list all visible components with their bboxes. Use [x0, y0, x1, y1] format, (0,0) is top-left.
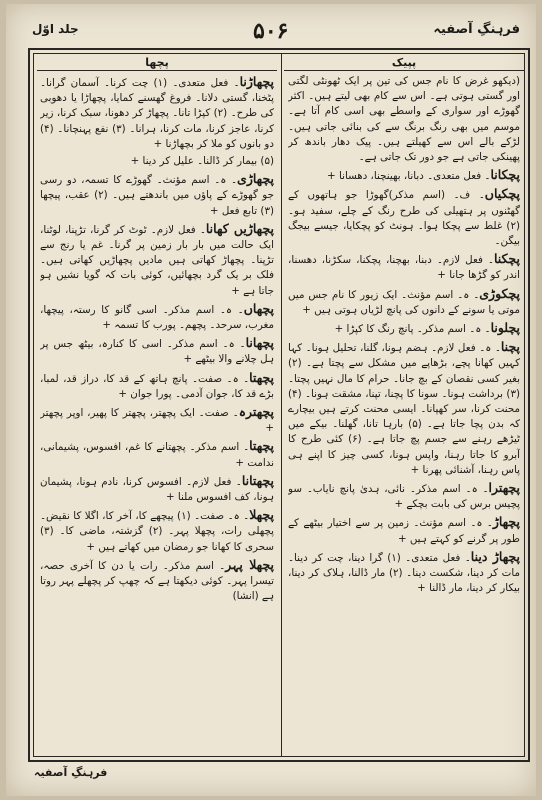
entry-definition: ۔ ٹوٹ کر گرنا، تڑپنا، لوٹنا، ایک حالت میں بار بار زمین پر گرنا۔ غم یا رنج سے تڑپنا۔ پچھاڑ کھاتی ہیں مادیں پچھاڑیں کھاتی ہیں۔ فلک بر یک گرد بچھائیں، کوئی بات کہ گویا نشیں ہو جاتا ہے + — [40, 223, 274, 297]
entry-definition: ۔ (۱) پیچھے کا، آخر کا، اگلا کا نقیض۔ پچھلی رات، پچھلا پہر۔ (۲) گزشتہ، ماضی کا۔ (۳) سحری کا کھانا جو رمضان میں کھاتے ہیں + — [40, 510, 274, 553]
entry-headword: پچھتا — [249, 438, 274, 454]
entry-headword: پچھلا پہر — [225, 556, 274, 572]
entry-grammar: ۔ فعل لازم — [156, 223, 206, 236]
entry-grammar: ۔ اسم مذکر — [168, 559, 226, 572]
entry-headword: پچھترا — [488, 480, 520, 496]
entry-definition: ۔ پانچ ہاتھ کے قد کا، دراز قد، لمبا، بڑے قد کا، جوان آدمی۔ پورا جوان + — [40, 372, 274, 400]
entry-definition: ۔ (۱) چت کرنا۔ آسمان گرانا۔ پٹخنا، گستی دلانا۔ فروغ گھسنے کمایا، پچھاڑا یا دھوبی کی طرح۔ (۲) کپڑا تانا۔ پچھاڑ کر دھونا، سبک کرنا، زیر کرنا، عاجز کرنا، مات کرنا، ہرانا۔ (۳) نفع پہنچانا۔ (۴) دو بانوں کو ملا کر بچھاڑنا + — [40, 77, 274, 150]
dictionary-entry — [288, 320, 520, 337]
entry-grammar: ۔ ہ۔ اسم مؤنث — [162, 174, 238, 187]
dictionary-entry — [288, 167, 520, 184]
entry-definition: (دیکھو غرض کا نام جس کی تین پر ایک ٹھونٹی لگتی اور گستی ہوتی ہے۔ اس سے کام بھی لیتے ہیں۔ اکثر گھوڑے اور سواری کے واسطے بھی اسی کام آتا ہے۔ موسم میں بھی رنگ برنگ سے کی بنائی جاتی ہیں۔ لڑکے بالے اس سے کھیلتے ہیں۔ پیک دھار باندھ کر پھینکی جاتی ہے جو دور تک جاتی ہے۔ — [288, 75, 520, 164]
entry-headword: پچھاڑ — [492, 514, 520, 530]
entry-headword: پچلونا — [490, 320, 520, 336]
entry-grammar: ۔ اسم مذکر — [195, 441, 250, 454]
dictionary-entry — [40, 335, 274, 367]
entry-definition: ۔ پانچ رنگ کا کپڑا + — [334, 323, 423, 336]
entry-grammar: ۔ ہ۔ اسم مذکر — [415, 483, 489, 496]
entry-definition: ۔ اسی گانو کا رستہ، پیچھا، مغرب، سرحد۔ پچھم۔ پورب کا تسمہ + — [40, 303, 274, 332]
dictionary-entry — [40, 221, 274, 299]
dictionary-entry — [40, 557, 274, 605]
entry-headword: پچھترہ — [238, 404, 274, 420]
dictionary-entry — [40, 154, 274, 169]
dictionary-entry — [288, 339, 520, 478]
entry-headword: پچھتانا — [241, 472, 274, 488]
column-divider — [281, 54, 282, 756]
entry-headword: پچھانا — [245, 335, 274, 351]
entry-definition: ۔ دبنا، بھچنا، پچکنا، سکڑنا، دھسنا، اندر کو گڑھا جانا + — [288, 254, 520, 282]
entry-headword: پچھتا — [249, 369, 274, 385]
entry-grammar: ۔ فعل لازم — [442, 254, 494, 267]
dictionary-entry — [288, 74, 520, 165]
entry-grammar: ۔ ف۔ (اسم مذکر) — [388, 189, 485, 202]
page-number: ۵۰۶ — [253, 18, 289, 44]
dictionary-entry — [40, 507, 274, 555]
dictionary-entry — [288, 480, 520, 512]
dictionary-entry — [288, 549, 520, 597]
entry-definition: ۔ زمین پر سے اختیار بیٹھے کے طور پر گرنے کو کہتے ہیں + — [288, 517, 520, 545]
dictionary-entry — [288, 186, 520, 249]
entry-definition: ۔ ہضم ہونا، گلنا، تحلیل ہونا۔ کہا کہیں کھانا پچے، بڑھاپے میں مشکل سے پچتا ہے۔ (۲) بغیر کسی نقصان کے بچ جانا۔ حرام کا مال نہیں پچتا۔ (۳) برداشت ہونا۔ سونا کا پچنا، تپنا، مشقت ہونا۔ (۴) محنت کرنا، سر کھپانا۔ ایسی محنت کرتے ہیں بیچارے کہ بدن پچا جاتا ہے۔ (۵) بارہا تانا، گھلنا۔ بیکے میں ٹیڑھے رہنے سے جسم پچ جاتا ہے۔ (۶) کئی طرح کا آبرو کا جاتا رہنا، واپس ہونا، کسی چیز کا اپنے ہی پاس رہنا، آشنائی پھرنا + — [288, 342, 520, 476]
entry-definition: ۔ (۱) گرا دینا، چت کر دینا۔ مات کر دینا، شکست دینا۔ (۲) مار ڈالنا، ہلاک کر دینا، بیکار کر دینا، مار ڈالنا + — [288, 551, 520, 595]
dictionary-entry — [40, 171, 274, 219]
footer-signature: فرہنگِ آصفیہ — [34, 766, 108, 779]
dictionary-entry — [288, 251, 520, 283]
dictionary-entry — [40, 74, 274, 152]
page-footer — [32, 764, 522, 784]
entry-grammar: ۔ فعل لازم — [192, 475, 242, 488]
text-frame — [28, 48, 530, 762]
entry-headword: پچھاڑنا — [239, 74, 274, 89]
entry-definition: ۔ نائی، ہدیٰ پانچ نایاب۔ سو پچیس برس کی بابت بچکے + — [288, 483, 520, 511]
dictionary-entry — [40, 473, 274, 505]
entry-definition: گھوڑا جو ہاتھوں کے گھٹنوں پر ہتھیلی کی طرح رنگ کے چلے، سفید ہو۔ (۲) غلط سے پچکا ہوا۔ ہونٹ کو پچکایا، جیسے بیجگ بیگن۔ — [288, 189, 520, 248]
entry-grammar: ۔ فعل متعدی — [433, 170, 491, 183]
entry-definition: ۔ افسوس کرنا، نادم ہونا، پشیمان ہونا، کف افسوس ملنا + — [40, 475, 274, 504]
entry-headword: پچھاڑیں کھانا — [205, 220, 274, 236]
dictionary-entry — [40, 301, 274, 333]
entry-headword: پچھلا — [249, 507, 274, 523]
dictionary-entry — [40, 370, 274, 402]
entry-grammar: ۔ صفت — [204, 407, 239, 420]
entry-grammar: ۔ ہ۔ اسم مؤنث — [419, 517, 493, 530]
entry-grammar: ۔ ہ۔ صفت — [198, 372, 250, 385]
entry-definition: ۔ اسی کا کنارہ، بیٹھ جس پر ہل چلانے والا بیٹھے + — [40, 338, 274, 366]
right-column-heading: پپیک — [284, 56, 524, 71]
entry-headword: پچکیاں — [484, 186, 520, 202]
entry-headword: پچھاڑ دینا — [470, 548, 520, 564]
book-title: فرہنگِ آصفیہ — [433, 22, 520, 37]
entry-definition: (۵) بیمار کر ڈالنا۔ علیل کر دینا + — [130, 155, 274, 168]
entry-grammar: ۔ فعل متعدی — [411, 551, 471, 564]
entry-grammar: ۔ ہ۔ صفت — [200, 510, 250, 523]
volume-label: جلد اوّل — [32, 22, 79, 36]
entry-headword: پچھاڑی — [237, 171, 274, 187]
entry-definition: ۔ دبانا، بھینچنا، دھسانا + — [327, 170, 434, 183]
entry-grammar: ۔ ہ۔ اسم مذکر — [172, 338, 246, 351]
entry-grammar: ۔ فعل متعدی — [178, 77, 240, 89]
entry-headword: پچنا — [500, 339, 520, 355]
entry-definition: ۔ گھوڑے کا تسمہ، دو رسی جو گھوڑے کے پاؤں میں باندھتے ہیں۔ (۲) عقب، پیچھا (۳) تابع فعل + — [40, 174, 274, 217]
entry-grammar: ۔ ہ۔ اسم مؤنث — [407, 288, 480, 301]
entry-definition: ۔ ایک پچھتر، پچھتر کا پھیر، اوپر پچھتر + — [40, 407, 274, 435]
entry-definition: ۔ پچھتانے کا غم، افسوس، پشیمانی، ندامت + — [40, 441, 274, 469]
entry-headword: پچکنا — [493, 251, 520, 267]
dictionary-entry — [288, 286, 520, 318]
entry-definition: ۔ رات یا دن کا آخری حصہ، تیسرا پہر۔ کوئی دیکھتا ہے کہ چھپ کر پچھلے پہر روتا ہے (انشا) — [40, 559, 274, 603]
entry-headword: پچھاں — [243, 300, 274, 316]
left-column-heading: پچھا — [37, 56, 277, 71]
left-column — [40, 74, 274, 754]
entry-headword: پچکوڑی — [479, 285, 520, 301]
entry-headword: پچکانا — [490, 167, 520, 183]
entry-definition: ۔ ایک زیور کا نام جس میں موتی یا سونے کے دانوں کی پانچ لڑیاں ہوتی ہیں + — [288, 288, 520, 316]
dictionary-entry — [288, 514, 520, 546]
entry-grammar: ۔ ہ۔ اسم مذکر — [168, 303, 244, 316]
dictionary-page — [6, 4, 536, 796]
entry-grammar: ۔ ہ۔ اسم مذکر — [422, 323, 491, 336]
dictionary-entry — [40, 404, 274, 436]
page-header — [28, 16, 528, 46]
dictionary-entry — [40, 438, 274, 470]
right-column — [288, 74, 520, 754]
text-frame-inner — [33, 53, 525, 757]
entry-grammar: ۔ ہ۔ فعل لازم — [437, 342, 501, 355]
